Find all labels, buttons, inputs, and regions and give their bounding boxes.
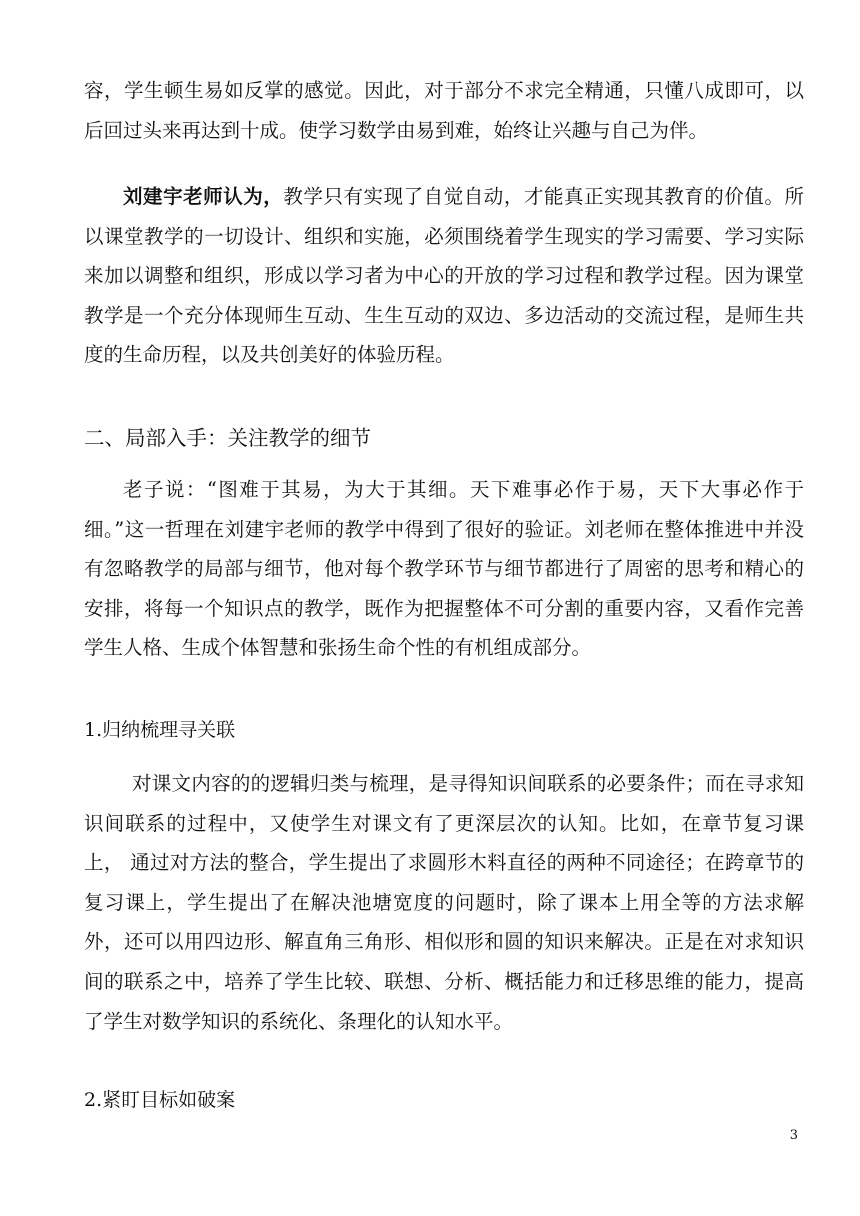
paragraph-lead-bold: 刘建宇老师认为， [123,185,284,208]
section-heading: 二、局部入手：关注教学的细节 [84,426,371,450]
paragraph-body: 教学只有实现了自觉自动，才能真正实现其教育的价值。所以课堂教学的一切设计、组织和实施，必须围绕着学生现实的学习需要、学习实际来加以调整和组织，形成以学习者为中心的开放的学习过程和教学过程。因为课堂教学是一个充分体现师生互动、生生互动的双边、多边活动的交流过程，是师生共度的生命历程，以及共创美好的体验历程。 [84,185,804,367]
paragraph-induction: 对课文内容的的逻辑归类与梳理，是寻得知识间联系的必要条件；而在寻求知识间联系的过程中，又使学生对课文有了更深层次的认知。比如，在章节复习课上， 通过对方法的整合，学生提出了求圆形木料直径的两种不同途径；在跨章节的复习课上，学生提出了在解决池塘宽度的问题时，除了课本上用全等的方法求解外，还可以用四边形、解直角三角形、相似形和圆的知识来解决。正是在对求知识间的联系之中，培养了学生比较、联想、分析、概括能力和迁移思维的能力，提高了学生对数学知识的系统化、条理化的认知水平。 [84,772,804,1033]
paragraph-continuation: 容，学生顿生易如反掌的感觉。因此，对于部分不求完全精通，只懂八成即可，以后回过头来再达到十成。使学习数学由易到难，始终让兴趣与自己为伴。 [84,79,804,142]
subheading-2: 2.紧盯目标如破案 [84,1089,236,1111]
paragraph-liu-view [84,177,804,375]
subheading-1: 1.归纳梳理寻关联 [84,719,236,741]
page-number: 3 [789,1128,798,1143]
paragraph-laozi: 老子说：“图难于其易，为大于其细。天下难事必作于易，天下大事必作于细。”这一哲理在刘建宇老师的教学中得到了很好的验证。刘老师在整体推进中并没有忽略教学的局部与细节，他对每个教学环节与细节都进行了周密的思考和精心的安排，将每一个知识点的教学，既作为把握整体不可分割的重要内容，又看作完善学生人格、生成个体智慧和张扬生命个性的有机组成部分。 [84,478,804,660]
